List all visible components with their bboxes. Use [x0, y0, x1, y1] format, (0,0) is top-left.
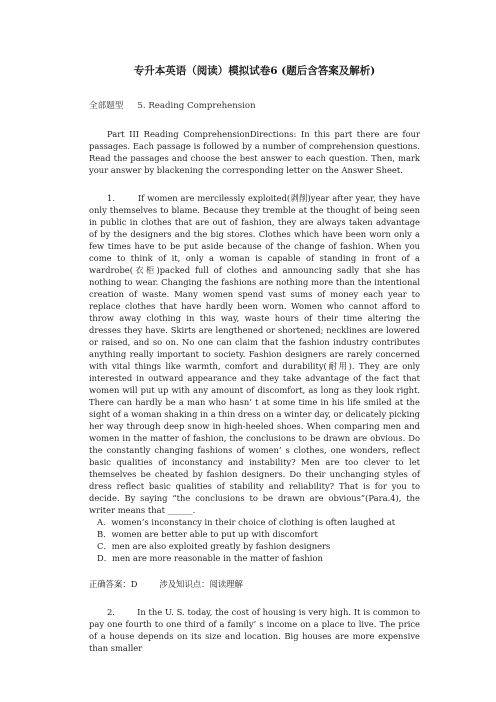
question-1-text: If women are mercilessly exploited(剥削)year after year, they have only themselves to blame. Because they tremble at the thought of being seen in public in clothes that are out of fashion, they are always taken advantage of by the designers and the big stores. Clothes which have been worn only a few times have to be put aside because of the change of fashion. When you come to think of it, only a woman is capable of standing in front of a wardrobe(衣柜)packed full of clothes and announcing sadly that she has nothing to wear. Changing the fashions are nothing more than the intentional creation of waste. Many women spend vast sums of money each year to replace clothes that have hardly been worn. Women who cannot afford to throw away clothing in this way, waste hours of their time altering the dresses they have. Skirts are lengthened or shortened; necklines are lowered or raised, and so on. No one can claim that the fashion industry contributes anything really important to society. Fashion designers are rarely concerned with vital things like warmth, comfort and durability(耐用). They are only interested in outward appearance and they take advantage of the fact that women will put up with any amount of discomfort, as long as they look right. There can hardly be a man who hasn’ t at some time in his life smiled at the sight of a woman shaking in a thin dress on a winter day, or delicately picking her way through deep snow in high-heeled shoes. When comparing men and women in the matter of fashion, the conclusions to be drawn are obvious. Do the constantly changing fashions of women’ s clothes, one wonders, reflect basic qualities of inconstancy and instability? Men are too clever to let themselves be cheated by fashion designers. Do their unchanging styles of dress reflect basic qualities of stability and reliability? That is for you to decide. By saying “the conclusions to be drawn are obvious”(Para.4), the writer means that ______.	[89, 193, 421, 515]
knowledge-point: 涉及知识点：阅读理解	[159, 579, 243, 589]
question-1-passage	[89, 192, 420, 516]
question-2-text: In the U. S. today, the cost of housing is very high. It is common to pay one fourth to one third of a family’ s income on a place to live. The price of a house depends on its size and location. Big houses are more expensive than smaller	[89, 607, 420, 653]
option-b: B．women are better able to put up with discomfort	[97, 529, 318, 539]
question-2-passage	[89, 606, 420, 654]
type-label: 全部题型	[89, 101, 124, 111]
option-a: A．women’s inconstancy in their choice of clothing is often laughed at	[97, 517, 396, 527]
directions-paragraph: Part III Reading ComprehensionDirections: In this part there are four passages. Each passage is followed by a number of comprehension questions. Read the passages and choose the best answer to each question. Then, mark your answer by blackening the corresponding letter on the Answer Sheet.	[89, 129, 420, 175]
option-d: D．men are more reasonable in the matter of fashion	[97, 553, 323, 563]
page-title: 专升本英语（阅读）模拟试卷6 (题后含答案及解析)	[133, 65, 376, 77]
section-label: 5. Reading Comprehension	[137, 101, 256, 111]
question-1-options	[89, 516, 420, 564]
question-1-answer-line	[89, 578, 420, 590]
question-2-number: 2.	[107, 607, 115, 617]
option-c: C．men are also exploited greatly by fashion designers	[97, 541, 331, 551]
question-1-number: 1.	[107, 193, 115, 203]
question-type-line	[89, 100, 420, 112]
correct-answer: 正确答案：D	[89, 579, 138, 589]
